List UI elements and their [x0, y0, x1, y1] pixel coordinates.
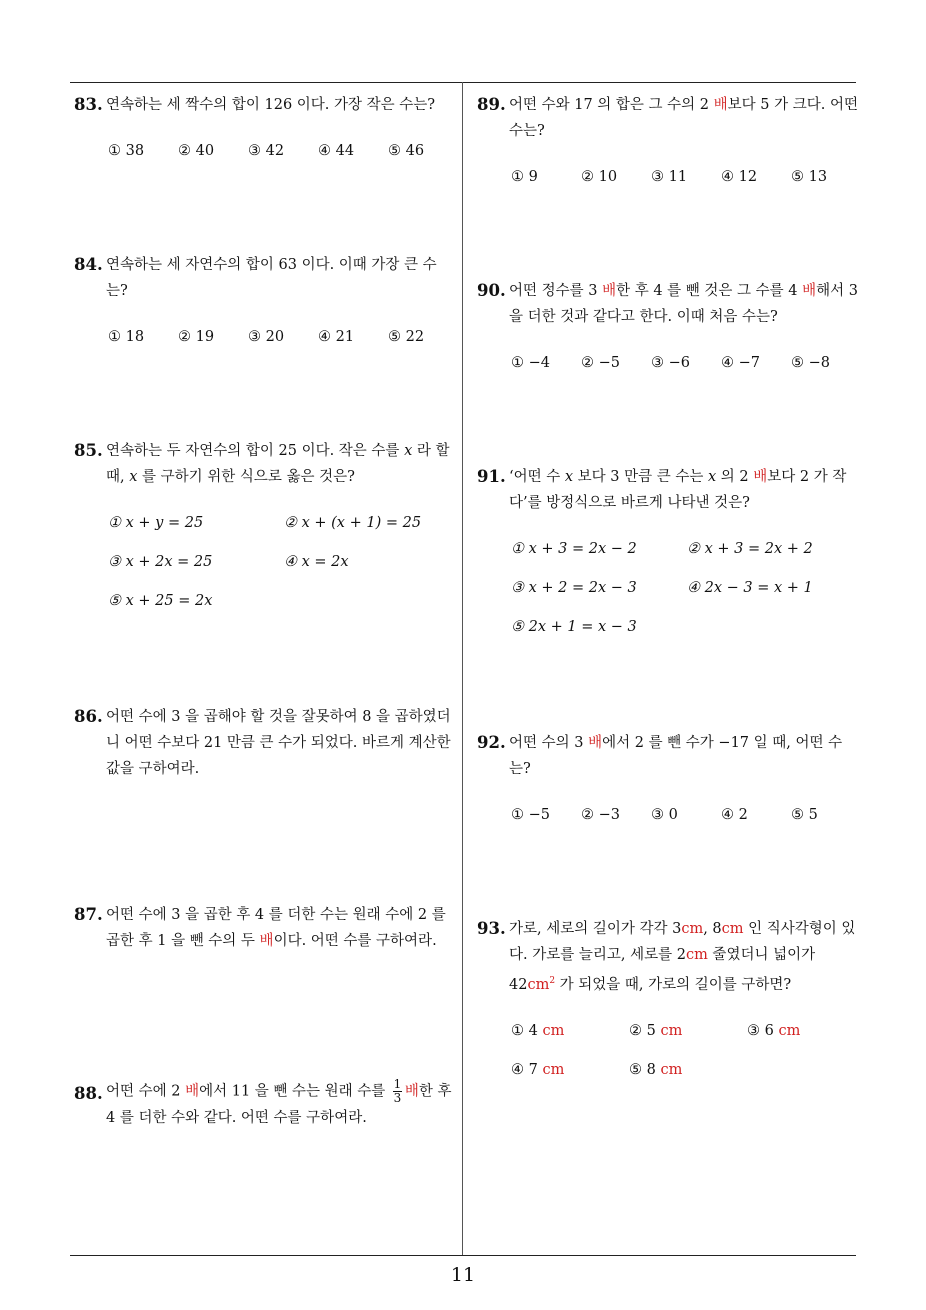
option-4[interactable]: ④ −7: [721, 355, 760, 371]
option-3[interactable]: ③ 20: [248, 329, 285, 345]
option-5[interactable]: ⑤ 13: [791, 169, 828, 185]
question-88: 88. 어떤 수에 2 배에서 11 을 뺀 수는 원래 수를 $\frac{1}{3}$ 배한 후 4 를 더한 수와 같다. 어떤 수를 구하여라.: [74, 1077, 452, 1126]
question-92: 92. 어떤 수의 3 배에서 2 를 뺀 수가 −17 일 때, 어떤 수는? ① −5 ② −3 ③ 0 ④ 2 ⑤ 5: [477, 730, 861, 826]
keyword-bae: 배: [259, 933, 274, 949]
option-1[interactable]: ① x + 3 = 2x − 2: [511, 541, 637, 557]
question-84-text: 연속하는 세 자연수의 합이 63 이다. 이때 가장 큰 수는?: [106, 257, 437, 299]
question-83-options: [74, 138, 458, 162]
question-85: 85. 연속하는 두 자연수의 합이 25 이다. 작은 수를 x 라 할 때, x 를 구하기 위한 식으로 옳은 것은? ① x + y = 25 ② x + (x + 1) = 25 ③ x + 2x = 25 ④ x = 2x ⑤ x + 25 = 2x: [74, 438, 458, 620]
option-2[interactable]: ② x + 3 = 2x + 2: [687, 541, 813, 557]
question-83-text: 연속하는 세 짝수의 합이 126 이다. 가장 작은 수는?: [106, 97, 436, 113]
option-4[interactable]: ④ 21: [318, 329, 355, 345]
option-5[interactable]: ⑤ −8: [791, 355, 830, 371]
option-3[interactable]: ③ 42: [248, 143, 285, 159]
fraction-one-third: $\frac{1}{3}$: [393, 1077, 402, 1105]
option-5[interactable]: ⑤ 5: [791, 807, 818, 823]
question-92-options: [477, 802, 861, 826]
keyword-bae: 배: [404, 1083, 419, 1100]
unit-cm-squared: $cm^2$: [527, 976, 556, 993]
option-4[interactable]: ④ 2: [721, 807, 748, 823]
option-2[interactable]: ② 5 cm: [629, 1022, 683, 1039]
question-86: 86. 어떤 수에 3 을 곱해야 할 것을 잘못하여 8 을 곱하였더니 어떤 수보다 21 만큼 큰 수가 되었다. 바르게 계산한 값을 구하여라.: [74, 707, 451, 777]
option-3[interactable]: ③ x + 2 = 2x − 3: [511, 580, 637, 596]
option-5[interactable]: ⑤ x + 25 = 2x: [108, 593, 213, 609]
unit-cm: cm: [685, 947, 708, 963]
option-2[interactable]: ② −5: [581, 355, 620, 371]
question-84-options: [74, 324, 458, 348]
question-93-options: [477, 1018, 861, 1088]
keyword-bae: 배: [713, 97, 728, 113]
question-93: 93. 가로, 세로의 길이가 각각 3cm, 8cm 인 직사각형이 있다. 가로를 늘리고, 세로를 2cm 줄였더니 넓이가 $42cm^2$ 가 되었을 때, 가로의 길이를 구하면? ① 4 cm ② 5 cm ③ 6 cm ④ 7 cm ⑤ 8 cm: [477, 916, 861, 1088]
option-4[interactable]: ④ 2x − 3 = x + 1: [687, 580, 813, 596]
option-4[interactable]: ④ x = 2x: [284, 554, 349, 570]
option-2[interactable]: ② 10: [581, 169, 618, 185]
question-89: 89. 어떤 수와 17 의 합은 그 수의 2 배보다 5 가 크다. 어떤 수는? ① 9 ② 10 ③ 11 ④ 12 ⑤ 13: [477, 92, 861, 188]
question-90: 90. 어떤 정수를 3 배한 후 4 를 뺀 것은 그 수를 4 배해서 3 을 더한 것과 같다고 한다. 이때 처음 수는? ① −4 ② −5 ③ −6 ④ −7 ⑤ −8: [477, 278, 861, 374]
keyword-bae: 배: [185, 1083, 200, 1100]
question-91: 91. ‘어떤 수 x 보다 3 만큼 큰 수는 x 의 2 배보다 2 가 작다’를 방정식으로 바르게 나타낸 것은? ① x + 3 = 2x − 2 ② x + 3 = 2x + 2 ③ x + 2 = 2x − 3 ④ 2x − 3 = x + 1 ⑤ 2x + 1 = x − 3: [477, 464, 861, 646]
question-84: 84. 연속하는 세 자연수의 합이 63 이다. 이때 가장 큰 수는? ① 18 ② 19 ③ 20 ④ 21 ⑤ 22: [74, 252, 458, 348]
option-5[interactable]: ⑤ 2x + 1 = x − 3: [511, 619, 637, 635]
option-3[interactable]: ③ 0: [651, 807, 678, 823]
option-1[interactable]: ① −5: [511, 807, 550, 823]
option-1[interactable]: ① −4: [511, 355, 550, 371]
keyword-bae: 배: [602, 283, 617, 299]
option-2[interactable]: ② 40: [178, 143, 215, 159]
option-5[interactable]: ⑤ 8 cm: [629, 1061, 683, 1078]
unit-cm: cm: [721, 921, 744, 937]
question-85-options: [74, 510, 458, 620]
question-89-options: [477, 164, 861, 188]
keyword-bae: 배: [753, 469, 768, 485]
column-divider: [462, 82, 463, 1255]
option-1[interactable]: ① x + y = 25: [108, 515, 204, 531]
option-2[interactable]: ② 19: [178, 329, 215, 345]
question-90-options: [477, 350, 861, 374]
option-2[interactable]: ② −3: [581, 807, 620, 823]
option-3[interactable]: ③ x + 2x = 25: [108, 554, 213, 570]
top-rule: [70, 82, 856, 83]
option-2[interactable]: ② x + (x + 1) = 25: [284, 515, 422, 531]
keyword-bae: 배: [588, 735, 603, 751]
page-number: 11: [450, 1264, 476, 1286]
option-3[interactable]: ③ −6: [651, 355, 690, 371]
option-4[interactable]: ④ 44: [318, 143, 355, 159]
bottom-rule: [70, 1255, 856, 1256]
option-1[interactable]: ① 9: [511, 169, 538, 185]
unit-cm: cm: [681, 921, 704, 937]
option-1[interactable]: ① 18: [108, 329, 145, 345]
option-1[interactable]: ① 38: [108, 143, 145, 159]
question-91-options: [477, 536, 861, 646]
option-4[interactable]: ④ 12: [721, 169, 758, 185]
keyword-bae: 배: [802, 283, 817, 299]
option-1[interactable]: ① 4 cm: [511, 1022, 565, 1039]
option-5[interactable]: ⑤ 46: [388, 143, 425, 159]
question-87: 87. 어떤 수에 3 을 곱한 후 4 를 더한 수는 원래 수에 2 를 곱한 후 1 을 뺀 수의 두 배이다. 어떤 수를 구하여라.: [74, 905, 446, 949]
option-5[interactable]: ⑤ 22: [388, 329, 425, 345]
option-3[interactable]: ③ 11: [651, 169, 688, 185]
question-83: 83. 연속하는 세 짝수의 합이 126 이다. 가장 작은 수는? ① 38 ② 40 ③ 42 ④ 44 ⑤ 46: [74, 92, 458, 162]
option-4[interactable]: ④ 7 cm: [511, 1061, 565, 1078]
option-3[interactable]: ③ 6 cm: [747, 1022, 801, 1039]
question-86-text: 어떤 수에 3 을 곱해야 할 것을 잘못하여 8 을 곱하였더니 어떤 수보다 21 만큼 큰 수가 되었다. 바르게 계산한 값을 구하여라.: [106, 709, 451, 777]
